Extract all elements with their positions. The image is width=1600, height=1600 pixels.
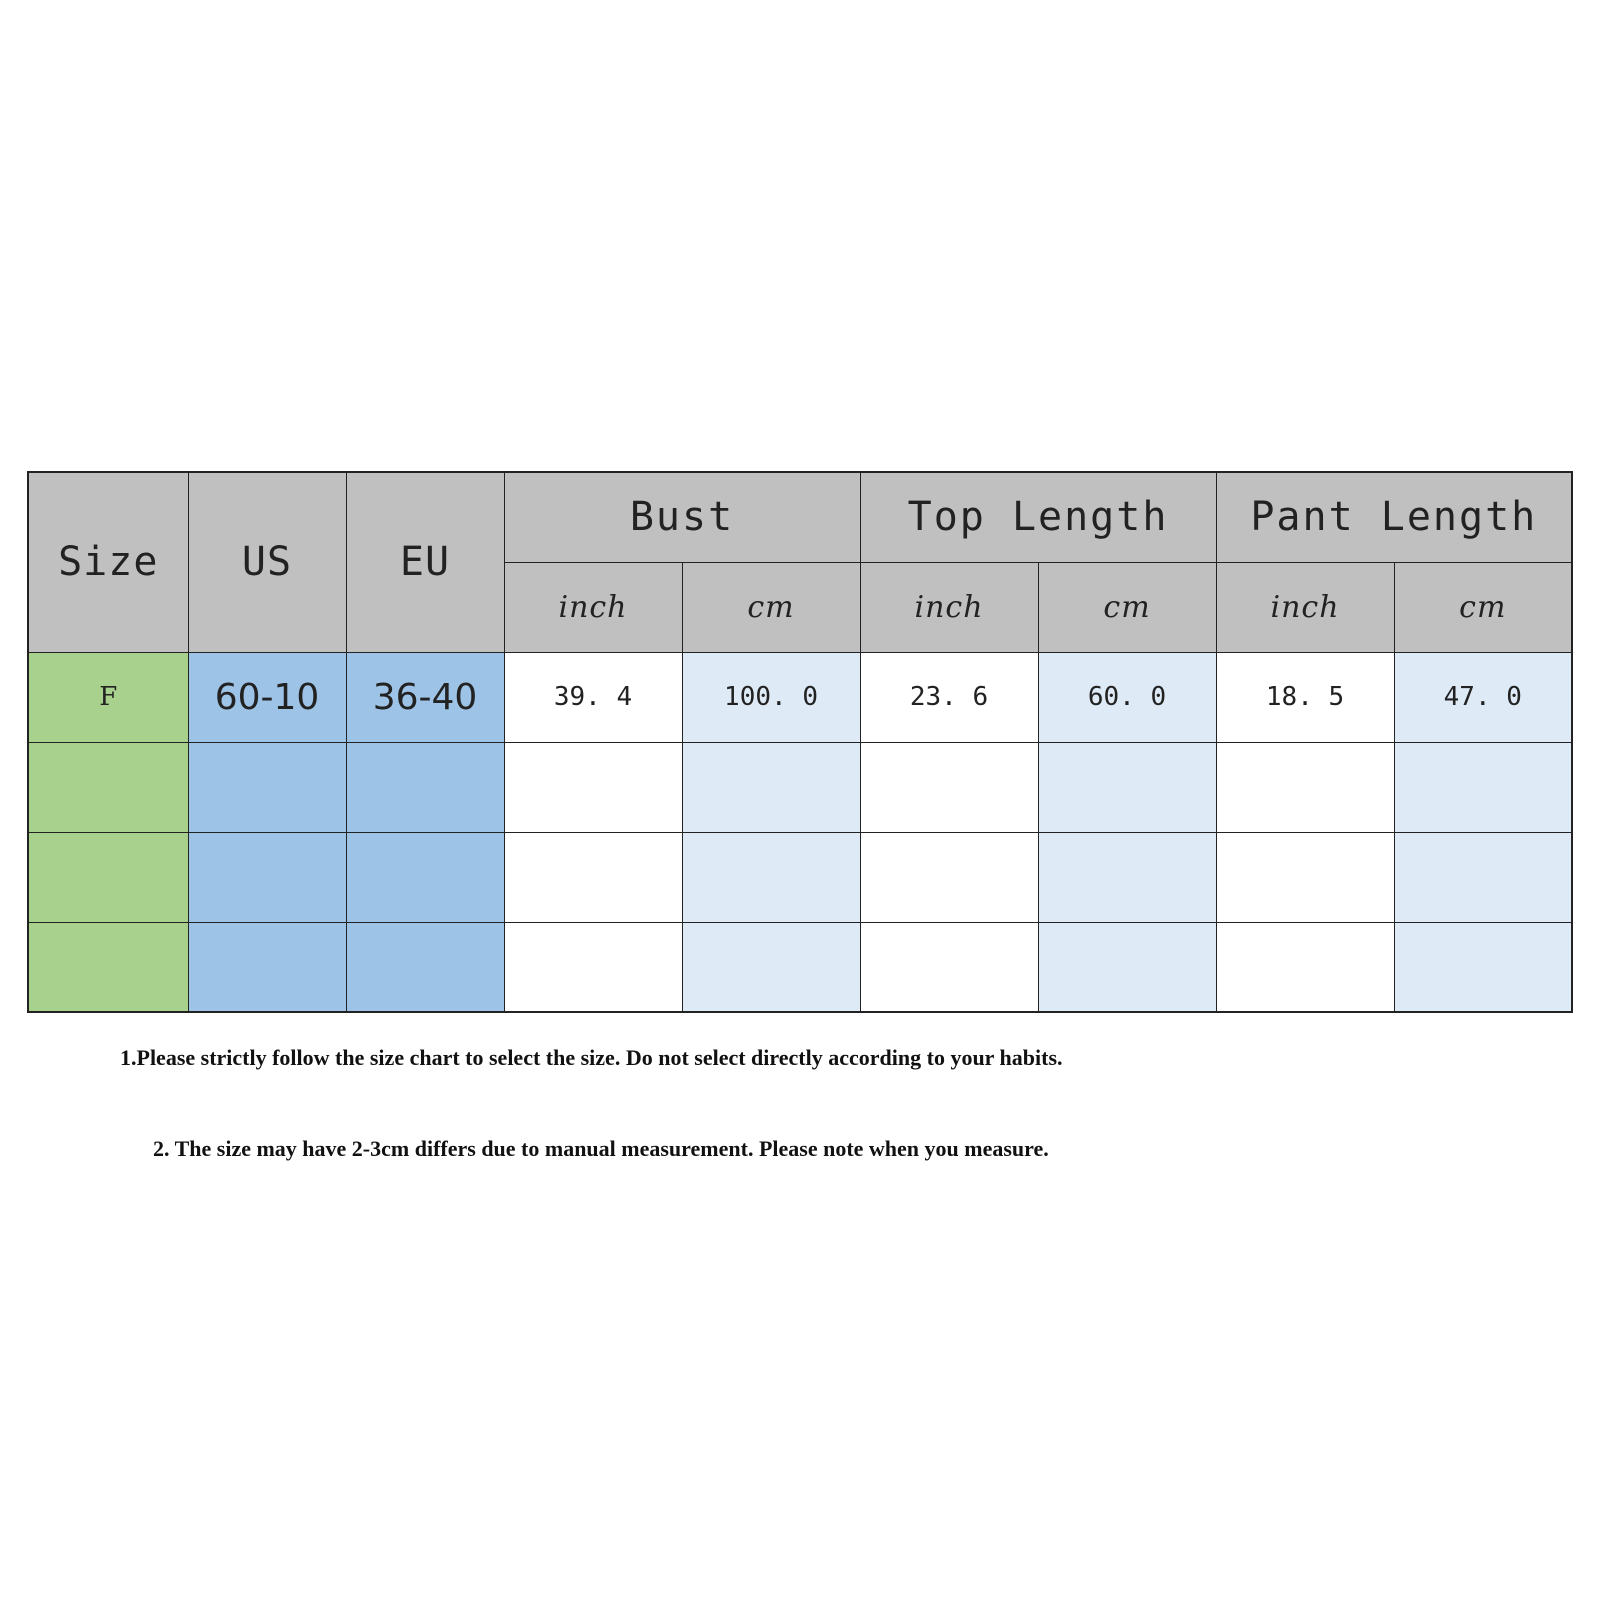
header-bust: Bust (504, 472, 860, 562)
cell-pant-inch (1216, 922, 1394, 1012)
cell-top-inch (860, 742, 1038, 832)
size-chart-table (27, 471, 1573, 1013)
cell-size: F (28, 652, 188, 742)
cell-pant-cm (1394, 742, 1572, 832)
cell-bust-inch: 39. 4 (504, 652, 682, 742)
cell-bust-cm (682, 742, 860, 832)
cell-top-inch: 23. 6 (860, 652, 1038, 742)
cell-us (188, 832, 346, 922)
cell-top-inch (860, 832, 1038, 922)
header-top-cm: cm (1038, 562, 1216, 652)
header-pant-cm: cm (1394, 562, 1572, 652)
header-eu: EU (346, 472, 504, 652)
table-row (28, 742, 1572, 832)
cell-eu (346, 742, 504, 832)
cell-bust-cm (682, 922, 860, 1012)
header-pant-length: Pant Length (1216, 472, 1572, 562)
table-row (28, 832, 1572, 922)
header-bust-cm: cm (682, 562, 860, 652)
cell-bust-cm: 100. 0 (682, 652, 860, 742)
cell-top-inch (860, 922, 1038, 1012)
cell-us (188, 742, 346, 832)
cell-pant-inch: 18. 5 (1216, 652, 1394, 742)
cell-bust-inch (504, 922, 682, 1012)
cell-us: 60-10 (188, 652, 346, 742)
note-measurement-tolerance: 2. The size may have 2-3cm differs due to manual measurement. Please note when you measure. (153, 1136, 1049, 1161)
cell-bust-cm (682, 832, 860, 922)
header-row-groups (28, 472, 1572, 562)
cell-pant-cm: 47. 0 (1394, 652, 1572, 742)
cell-size (28, 742, 188, 832)
cell-bust-inch (504, 742, 682, 832)
cell-pant-cm (1394, 922, 1572, 1012)
cell-pant-inch (1216, 832, 1394, 922)
cell-top-cm (1038, 832, 1216, 922)
cell-eu (346, 922, 504, 1012)
header-size: Size (28, 472, 188, 652)
cell-eu (346, 832, 504, 922)
cell-bust-inch (504, 832, 682, 922)
note-size-chart: 1.Please strictly follow the size chart to select the size. Do not select directly according to your habits. (120, 1045, 1063, 1070)
cell-us (188, 922, 346, 1012)
header-bust-inch: inch (504, 562, 682, 652)
header-top-inch: inch (860, 562, 1038, 652)
cell-top-cm (1038, 922, 1216, 1012)
cell-top-cm (1038, 742, 1216, 832)
header-us: US (188, 472, 346, 652)
cell-top-cm: 60. 0 (1038, 652, 1216, 742)
cell-pant-cm (1394, 832, 1572, 922)
table-row (28, 652, 1572, 742)
header-top-length: Top Length (860, 472, 1216, 562)
cell-pant-inch (1216, 742, 1394, 832)
table-row (28, 922, 1572, 1012)
header-pant-inch: inch (1216, 562, 1394, 652)
cell-size (28, 922, 188, 1012)
cell-size (28, 832, 188, 922)
cell-eu: 36-40 (346, 652, 504, 742)
